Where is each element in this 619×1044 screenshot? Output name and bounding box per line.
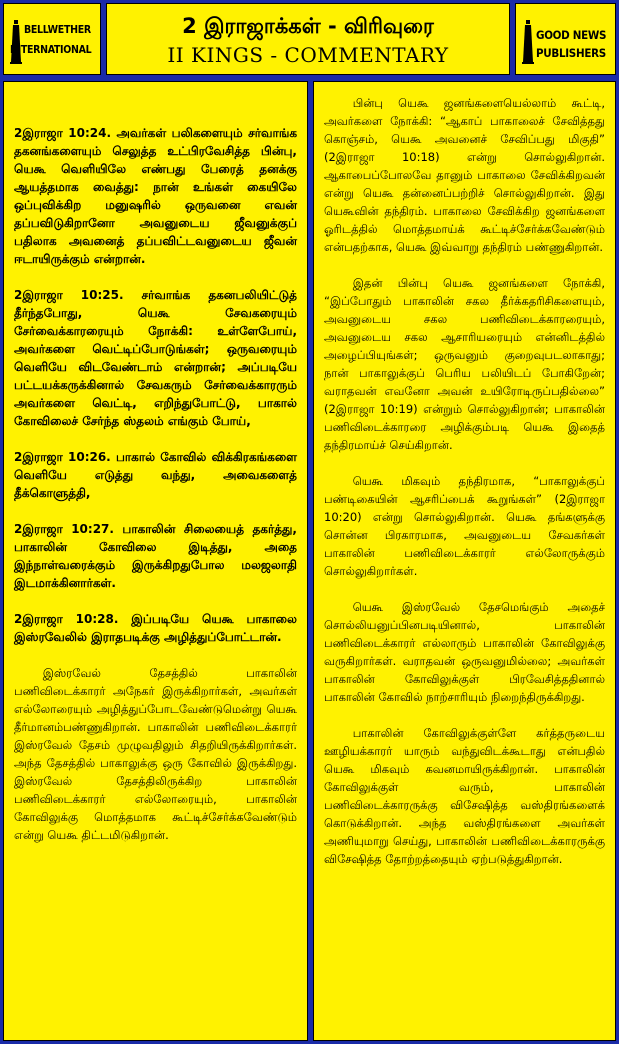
verse-paragraph: 2இராஜா 10:28. இப்படியே யெகூ பாகாலை இஸ்ரவேலில் இராதபடிக்கு அழித்துப்போட்டான்.: [14, 612, 297, 644]
title-tamil: 2 இராஜாக்கள் - விரிவுரை: [182, 14, 434, 38]
lighthouse-icon: [522, 20, 534, 64]
right-column: [313, 81, 616, 1041]
verse-paragraph: 2இராஜா 10:27. பாகாலின் சிலையைத் தகர்த்து, பாகாலின் கோவிலை இடித்து, அதை இந்நாள்வரைக்கும் இருக்கிறதுபோல மலஜலாதி இடமாக்கினார்கள்.: [14, 522, 297, 590]
left-column: [3, 81, 308, 1041]
good-news-logo: [515, 3, 616, 75]
verse-paragraph: 2இராஜா 10:24. அவர்கள் பலிகளையும் சர்வாங்க தகனங்களையும் செலுத்த உட்பிரவேசித்த பின்பு, யெகூ வெளியிலே எண்பது பேரைத் தனக்கு ஆயத்தமாக வைத்து: நான் உங்கள் கையிலே ஒப்புவிக்கிற மனுஷரில் ஒருவனை எவன் தப்பவிடுகிறானோ அவனுடைய ஜீவனுக்குப் பதிலாக அவனைத் தப்பவிட்டவனுடைய ஜீவன் ஈடாயிருக்கும் என்றான்.: [14, 126, 297, 266]
lighthouse-icon: [10, 20, 22, 64]
commentary-paragraph: யெகூ மிகவும் தந்திரமாக, “பாகாலுக்குப் பண்டிகையின் ஆசரிப்பைக் கூறுங்கள்” (2இராஜா 10:20) என்று சொல்லுகிறான். யெகூ தங்களுக்கு சொன்ன பிரகாரமாக, அவனுடைய சேவகர்கள் பாகாலின் பணிவிடைக்காரர் எல்லோருக்கும் சொல்லுகிறார்கள்.: [324, 474, 605, 578]
logo-left-line-2: INTERNATIONAL: [10, 44, 92, 56]
commentary-paragraph: இதன் பின்பு யெகூ ஜனங்களை நோக்கி, “இப்போதும் பாகாலின் சகல தீர்க்கதரிசிகளையும், அவனுடைய சகல பணிவிடைக்காரரையும், அவனுடைய சகல ஆசாரியரையும் என்னிடத்தில் அழைப்பியுங்கள்; ஒருவனும் குறைவுபடலாகாது; நான் பாகாலுக்குப் பெரிய பலியிடப் போகிறேன்; வராதவன் எவனோ அவன் உயிரோடிருப்பதில்லை” (2இராஜா 10:19) என்றும் சொல்லுகிறான்; பாகாலின் பணிவிடைக்காரரை அழிக்கும்படி யெகூ இதைத் தந்திரமாய்ச் செய்கிறான்.: [324, 276, 605, 452]
verse-paragraph: 2இராஜா 10:25. சர்வாங்க தகனபலியிட்டுத் தீர்ந்தபோது, யெகூ சேவகரையும் சேர்வைக்காரரையும் நோக்கி: உள்ளேபோய், அவர்களை வெட்டிப்போடுங்கள்; ஒருவரையும் வெளியே விடவேண்டாம் என்றான்; அப்படியே பட்டயக்கருக்கினால் சேவகரும் சேர்வைக்காரரும் அவர்களை வெட்டி, எறிந்துபோட்டு, பாகால் கோவிலைச் சேர்ந்த ஸ்தலம் எங்கும் போய்,: [14, 288, 297, 428]
logo-right-line-1: GOOD NEWS: [536, 28, 607, 42]
bellwether-logo: [3, 3, 101, 75]
commentary-paragraph: இஸ்ரவேல் தேசத்தில் பாகாலின் பணிவிடைக்காரர் அநேகர் இருக்கிறார்கள், அவர்கள் எல்லோரையும் அழித்துப்போடவேண்டுமென்று யெகூ தீர்மானம்பண்ணுகிறான். பாகாலின் பணிவிடைக்காரர் இஸ்ரவேல் தேசம் முழுவதிலும் சிதறியிருக்கிறார்கள். அந்த தேசத்தில் பாகாலுக்கு ஒரு கோவில் இருக்கிறது. இஸ்ரவேல் தேசத்திலிருக்கிற பாகாலின் பணிவிடைக்காரர் எல்லோரையும், பாகாலின் கோவிலுக்கு மொத்தமாக கூட்டிச்சேர்க்கவேண்டும் என்று யெகூ திட்டமிடுகிறான்.: [14, 666, 297, 842]
commentary-paragraph: பாகாலின் கோவிலுக்குள்ளே கர்த்தருடைய ஊழியக்காரர் யாரும் வந்துவிடக்கூடாது என்பதில் யெகூ மிகவும் கவனமாயிருக்கிறான். பாகாலின் கோவிலுக்குள் வரும், பாகாலின் பணிவிடைக்காரருக்கு விசேஷித்த வஸ்திரங்களைக் கொடுக்கிறான். அந்த வஸ்திரங்களை அவர்கள் அணியுமாறு செய்து, பாகாலின் பணிவிடைக்காரருக்கு விசேஷித்த தோற்றத்தையும் ஏற்படுத்துகிறான்.: [324, 726, 605, 866]
title-english: II KINGS - COMMENTARY: [167, 43, 449, 67]
logo-left-line-1: BELLWETHER: [24, 24, 91, 36]
commentary-paragraph: யெகூ இஸ்ரவேல் தேசமெங்கும் அதைச் சொல்லியனுப்பினபடியினால், பாகாலின் பணிவிடைக்காரர் எல்லாரும் பாகாலின் கோவிலுக்கு வருகிறார்கள். வராதவன் ஒருவனுமில்லை; அவர்கள் பாகாலின் கோவிலுக்குள் பிரவேசித்ததினால் பாகாலின் கோவில் நாற்சாரியும் நிறைந்திருக்கிறது.: [324, 600, 605, 704]
logo-right-line-2: PUBLISHERS: [536, 46, 606, 60]
verse-paragraph: 2இராஜா 10:26. பாகால் கோவில் விக்கிரகங்களை வெளியே எடுத்து வந்து, அவைகளைத் தீக்கொளுத்தி,: [14, 450, 297, 500]
commentary-paragraph: பின்பு யெகூ ஜனங்களையெல்லாம் கூட்டி, அவர்களை நோக்கி: “ஆகாப் பாகாலைச் சேவித்தது கொஞ்சம், யெகூ அவனைச் சேவிப்பது மிகுதி” (2இராஜா 10:18) என்று சொல்லுகிறான். ஆகாபைப்போலவே தானும் பாகாலை சேவிக்கிறவன் என்று யெகூ தன்னைப்பற்றிச் சொல்லுகிறான். இது யெகூவின் தந்திரம். பாகாலை சேவிக்கிற ஜனங்களை ஓரிடத்தில் மொத்தமாய்க் கூட்டிச்சேர்க்கவேண்டும் என்பதற்காக, யெகூ இவ்வாறு தந்திரம் பண்ணுகிறான்.: [324, 96, 605, 254]
title-banner: [106, 3, 510, 75]
